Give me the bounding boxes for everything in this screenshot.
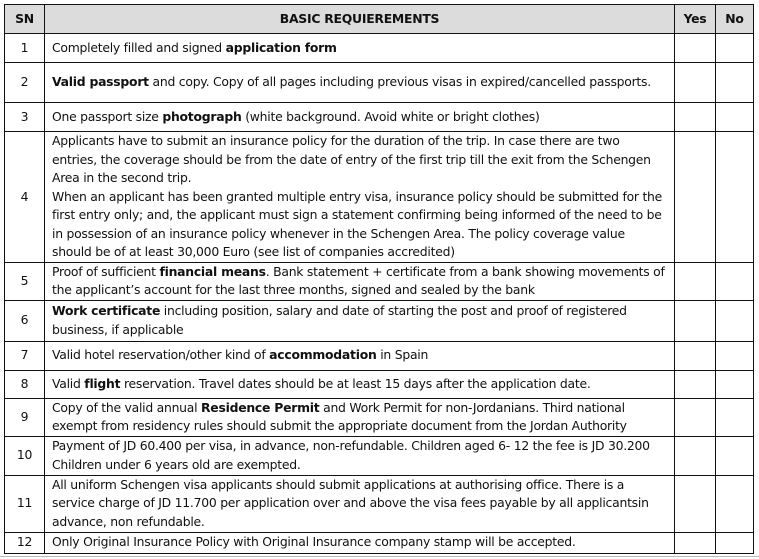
page-bottom-divider [0,556,759,557]
table-row [5,370,754,398]
row-requirement [45,132,675,263]
yes-checkbox-cell[interactable] [675,262,716,300]
row-sn: 7 [5,341,45,370]
requirement-text: (white background. Avoid white or bright clothes) [241,108,540,124]
header-sn: SN [5,5,45,34]
row-sn: 3 [5,103,45,132]
table-row [5,34,754,63]
row-sn: 5 [5,262,45,300]
yes-checkbox-cell[interactable] [675,300,716,341]
row-requirement [45,436,675,475]
yes-checkbox-cell[interactable] [675,34,716,63]
header-yes: Yes [675,5,716,34]
table-row [5,532,754,553]
row-sn: 12 [5,532,45,553]
requirement-keyword: Work certificate [52,303,161,318]
row-sn: 8 [5,370,45,398]
no-checkbox-cell[interactable] [716,341,754,370]
table-row [5,436,754,475]
requirement-text: Applicants have to submit an insurance policy for the duration of the trip. In case there are two entries, the coverage should be from the date of entry of the first trip till the exit from the Schengen Area in the second trip. [52,133,651,185]
table-row [5,63,754,103]
requirement-text: Valid [52,375,85,391]
requirement-keyword: flight [84,375,121,391]
yes-checkbox-cell[interactable] [675,436,716,475]
no-checkbox-cell[interactable] [716,532,754,553]
table-row [5,262,754,300]
no-checkbox-cell[interactable] [716,436,754,475]
row-requirement [45,262,675,300]
row-requirement [45,103,675,132]
requirement-keyword: application form [225,39,337,55]
no-checkbox-cell[interactable] [716,398,754,436]
yes-checkbox-cell[interactable] [675,475,716,532]
yes-checkbox-cell[interactable] [675,63,716,103]
requirement-text: Only Original Insurance Policy with Original Insurance company stamp will be accepted. [52,534,576,550]
requirement-keyword: financial means [159,263,266,279]
table-row [5,103,754,132]
requirement-text: . Bank statement + certificate from a bank showing movements of the applicant’s account for the last three months, signed and sealed by the bank [52,263,665,297]
requirement-keyword: accommodation [269,347,377,363]
no-checkbox-cell[interactable] [716,262,754,300]
row-requirement [45,370,675,398]
yes-checkbox-cell[interactable] [675,341,716,370]
row-requirement [45,300,675,341]
requirement-text: All uniform Schengen visa applicants should submit applications at authorising office. There is a service charge of JD 11.700 per application over and above the visa fees payable by all applicantsin advance, non refundable. [52,476,649,529]
row-requirement [45,532,675,553]
requirement-keyword: Valid passport [52,74,149,90]
requirement-text: including position, salary and date of starting the post and proof of registered business, if applicable [52,303,627,337]
requirement-text: and copy. Copy of all pages including previous visas in expired/cancelled passports. [148,74,651,90]
requirement-text: One passport size [52,108,163,124]
requirement-text: in Spain [376,347,429,363]
requirement-text: When an applicant has been granted multiple entry visa, insurance policy should be submitted for the first entry only; and, the applicant must sign a statement confirming being informed of the need to be in possession of an insurance policy whenever in the Schengen Area. The policy coverage value should be of at least 30,000 Euro (see list of companies accredited) [52,188,663,259]
requirement-keyword: photograph [162,108,242,124]
requirement-text: Valid hotel reservation/other kind of [52,347,270,363]
no-checkbox-cell[interactable] [716,63,754,103]
requirement-text: Copy of the valid annual [52,399,202,415]
no-checkbox-cell[interactable] [716,300,754,341]
row-sn: 4 [5,132,45,263]
yes-checkbox-cell[interactable] [675,103,716,132]
row-sn: 11 [5,475,45,532]
table-row [5,132,754,263]
row-requirement [45,398,675,436]
no-checkbox-cell[interactable] [716,103,754,132]
row-requirement [45,341,675,370]
requirement-text: Completely filled and signed [52,39,226,55]
requirement-text: and Work Permit for non-Jordanians. Third national exempt from residency rules should submit the appropriate document from the Jordan Authority [52,399,627,433]
requirement-text: reservation. Travel dates should be at least 15 days after the application date. [120,375,591,391]
yes-checkbox-cell[interactable] [675,398,716,436]
row-requirement [45,475,675,532]
row-sn: 2 [5,63,45,103]
header-no: No [716,5,754,34]
row-requirement [45,34,675,63]
no-checkbox-cell[interactable] [716,34,754,63]
requirement-text: Proof of sufficient [52,263,160,279]
requirements-rows [5,34,754,554]
row-sn: 10 [5,436,45,475]
header-row [5,5,754,34]
row-sn: 6 [5,300,45,341]
requirement-keyword: Residence Permit [201,399,320,415]
yes-checkbox-cell[interactable] [675,370,716,398]
requirement-text: Payment of JD 60.400 per visa, in advance, non-refundable. Children aged 6- 12 the fee is JD 30.200 Children under 6 years old are exempted. [52,438,650,472]
no-checkbox-cell[interactable] [716,370,754,398]
row-sn: 9 [5,398,45,436]
table-row [5,341,754,370]
yes-checkbox-cell[interactable] [675,132,716,263]
row-sn: 1 [5,34,45,63]
table-row [5,398,754,436]
table-row [5,475,754,532]
header-requirements: BASIC REQUIEREMENTS [45,5,675,34]
no-checkbox-cell[interactable] [716,475,754,532]
row-requirement [45,63,675,103]
requirements-checklist-table [4,4,754,554]
yes-checkbox-cell[interactable] [675,532,716,553]
table-row [5,300,754,341]
no-checkbox-cell[interactable] [716,132,754,263]
